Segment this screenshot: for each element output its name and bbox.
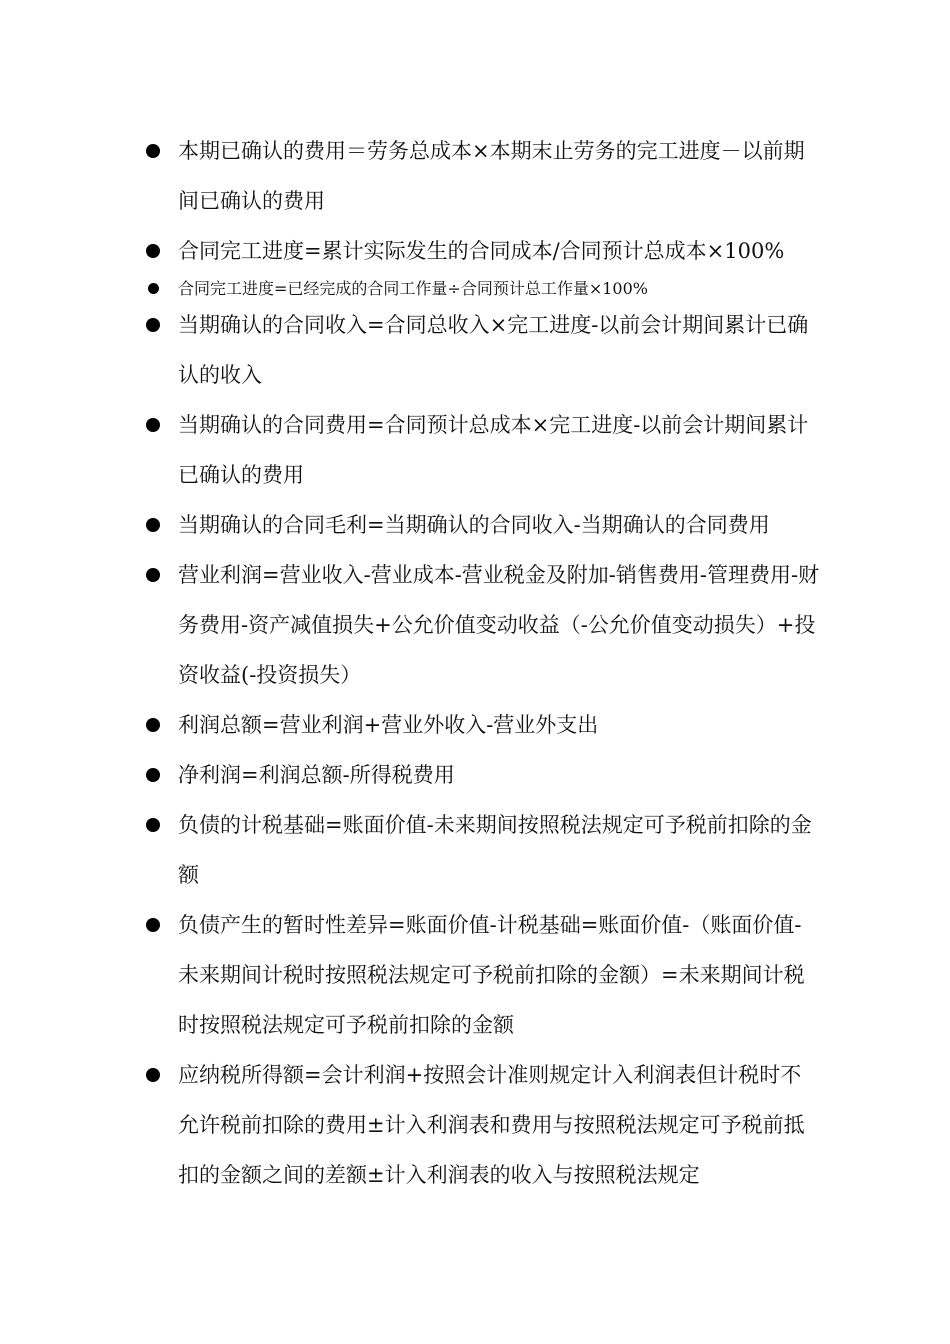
list-item bbox=[140, 1050, 820, 1200]
list-item-text: 应纳税所得额=会计利润+按照会计准则规定计入利润表但计税时不允许税前扣除的费用±计入利润表和费用与按照税法规定可予税前抵扣的金额之间的差额±计入利润表的收入与按照税法规定 bbox=[178, 1063, 805, 1187]
bullet-icon bbox=[146, 318, 160, 332]
bullet-icon bbox=[146, 768, 160, 782]
list-item bbox=[140, 700, 820, 750]
list-item bbox=[140, 126, 820, 226]
list-item bbox=[140, 500, 820, 550]
list-item bbox=[140, 276, 820, 302]
list-item-text: 利润总额=营业利润+营业外收入-营业外支出 bbox=[178, 713, 599, 737]
list-item-text: 当期确认的合同费用=合同预计总成本×完工进度-以前会计期间累计已确认的费用 bbox=[178, 413, 809, 487]
list-item bbox=[140, 300, 820, 400]
list-item bbox=[140, 800, 820, 900]
bullet-icon bbox=[146, 818, 160, 832]
list-item-text: 负债的计税基础=账面价值-未来期间按照税法规定可予税前扣除的金额 bbox=[178, 813, 812, 887]
list-item bbox=[140, 900, 820, 1050]
bullet-icon bbox=[146, 568, 160, 582]
bullet-icon bbox=[146, 718, 160, 732]
list-item bbox=[140, 400, 820, 500]
bullet-icon bbox=[146, 1068, 160, 1082]
list-item-text: 合同完工进度=累计实际发生的合同成本/合同预计总成本×100% bbox=[178, 239, 785, 263]
bullet-icon bbox=[146, 418, 160, 432]
bullet-icon bbox=[148, 283, 159, 294]
list-item-text: 负债产生的暂时性差异=账面价值-计税基础=账面价值-（账面价值-未来期间计税时按照税法规定可予税前扣除的金额）=未来期间计税时按照税法规定可予税前扣除的金额 bbox=[178, 913, 805, 1037]
list-item-text: 合同完工进度=已经完成的合同工作量÷合同预计总工作量×100% bbox=[178, 279, 648, 298]
list-item bbox=[140, 550, 820, 700]
list-item-text: 本期已确认的费用＝劳务总成本×本期末止劳务的完工进度－以前期间已确认的费用 bbox=[178, 139, 805, 213]
list-item-text: 当期确认的合同收入=合同总收入×完工进度-以前会计期间累计已确认的收入 bbox=[178, 313, 809, 387]
bullet-icon bbox=[146, 918, 160, 932]
formula-list bbox=[140, 126, 820, 1200]
list-item-text: 净利润=利润总额-所得税费用 bbox=[178, 763, 455, 787]
list-item-text: 当期确认的合同毛利=当期确认的合同收入-当期确认的合同费用 bbox=[178, 513, 770, 537]
bullet-icon bbox=[146, 518, 160, 532]
list-item bbox=[140, 226, 820, 276]
list-item bbox=[140, 750, 820, 800]
bullet-icon bbox=[146, 244, 160, 258]
bullet-icon bbox=[146, 144, 160, 158]
list-item-text: 营业利润=营业收入-营业成本-营业税金及附加-销售费用-管理费用-财务费用-资产减值损失+公允价值变动收益（-公允价值变动损失）+投资收益(-投资损失） bbox=[178, 563, 820, 687]
